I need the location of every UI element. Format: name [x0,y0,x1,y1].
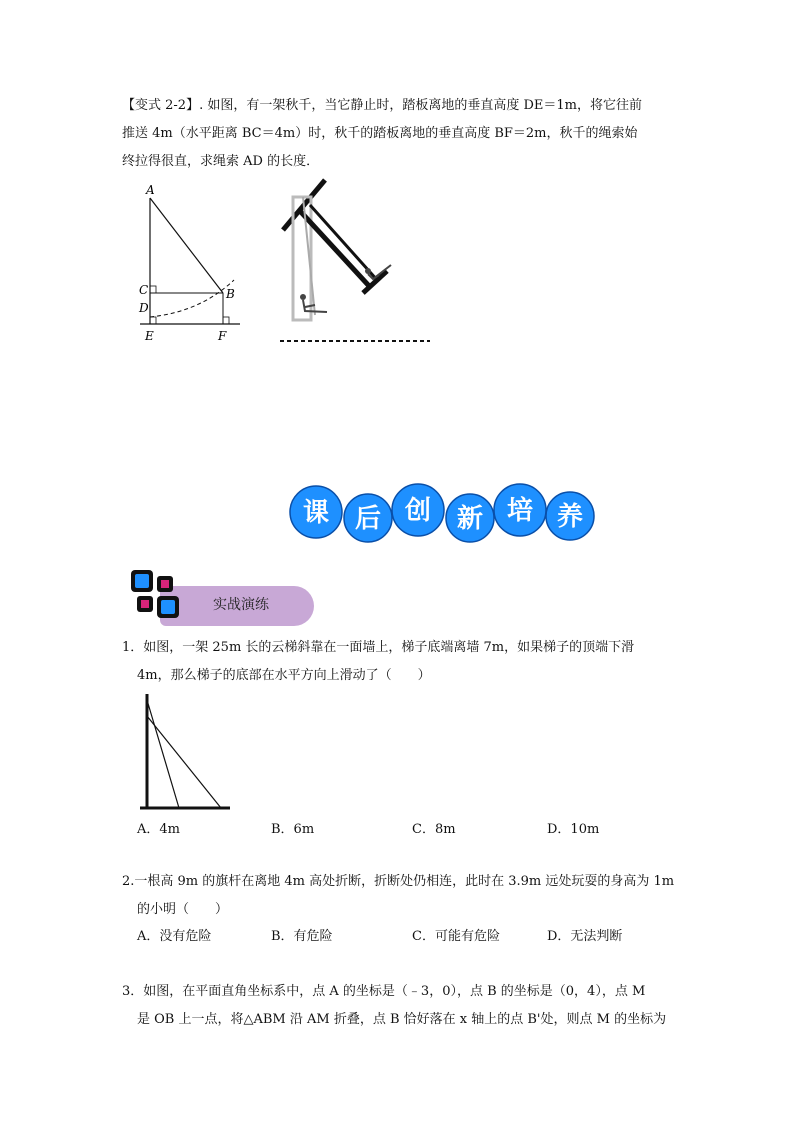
q2-options [137,928,657,948]
q1-option-a[interactable]: A．4m [137,822,180,837]
q2-line-1: 2.一根高 9m 的旗杆在离地 4m 高处折断，折断处仍相连，此时在 3.9m 远处玩耍的身高为 1m [122,874,675,889]
banner-char-5: 培 [506,496,534,526]
q1-option-d[interactable]: D．10m [547,822,600,837]
swing-geometry-figure [130,180,250,345]
q1-option-c[interactable]: C．8m [412,822,456,837]
label-F: F [218,329,227,343]
swing-illustration [275,175,435,350]
q2-option-a[interactable]: A．没有危险 [137,929,212,944]
q2-option-d[interactable]: D．无法判断 [547,929,623,944]
label-D: D [139,301,149,315]
section-squares-icon [127,566,185,624]
variant-line-1: 【变式 2-2】. 如图，有一架秋千，当它静止时，踏板离地的垂直高度 DE＝1m，将它往前 [122,98,642,113]
q3-line-1: 3．如图，在平面直角坐标系中，点 A 的坐标是（﹣3，0），点 B 的坐标是（0，4），点 M [122,984,646,999]
banner-char-6: 养 [556,502,584,532]
q1-line-2: 4m，那么梯子的底部在水平方向上滑动了（ ） [137,668,431,683]
q2-option-c[interactable]: C．可能有危险 [412,929,500,944]
swing-arc [150,280,234,317]
ladder-before [147,700,179,808]
label-B: B [226,287,235,301]
banner-char-4: 新 [456,504,484,534]
variant-line-2: 推送 4m（水平距离 BC＝4m）时，秋千的踏板离地的垂直高度 BF＝2m，秋千的绳索始 [122,126,638,141]
segment-AB [150,198,223,293]
label-E: E [145,329,154,343]
banner-char-2: 后 [354,504,382,534]
banner-after-class-innovation [288,482,600,546]
ladder-figure [135,692,235,814]
label-C: C [139,283,149,297]
q2-line-2: 的小明（ ） [137,902,229,917]
label-A: A [146,183,155,197]
q1-option-b[interactable]: B．6m [271,822,315,837]
q3-line-2: 是 OB 上一点，将△ABM 沿 AM 折叠，点 B 恰好落在 x 轴上的点 B'处，则点 M 的坐标为 [137,1012,667,1027]
child-rest-head [300,294,306,300]
ladder-after [147,716,221,808]
variant-line-3: 终拉得很直，求绳索 AD 的长度． [122,154,320,169]
right-angle-C [150,286,156,293]
banner-char-3: 创 [404,496,432,526]
q1-options [137,821,657,841]
right-angle-E [150,317,156,324]
child-pushed-head [365,268,371,274]
right-angle-F [223,317,229,324]
section-title: 实战演练 [213,597,269,613]
q2-option-b[interactable]: B．有危险 [271,929,333,944]
banner-char-1: 课 [302,498,330,528]
q1-line-1: 1．如图，一架 25m 长的云梯斜靠在一面墙上，梯子底端离墙 7m，如果梯子的顶端下滑 [122,640,635,655]
